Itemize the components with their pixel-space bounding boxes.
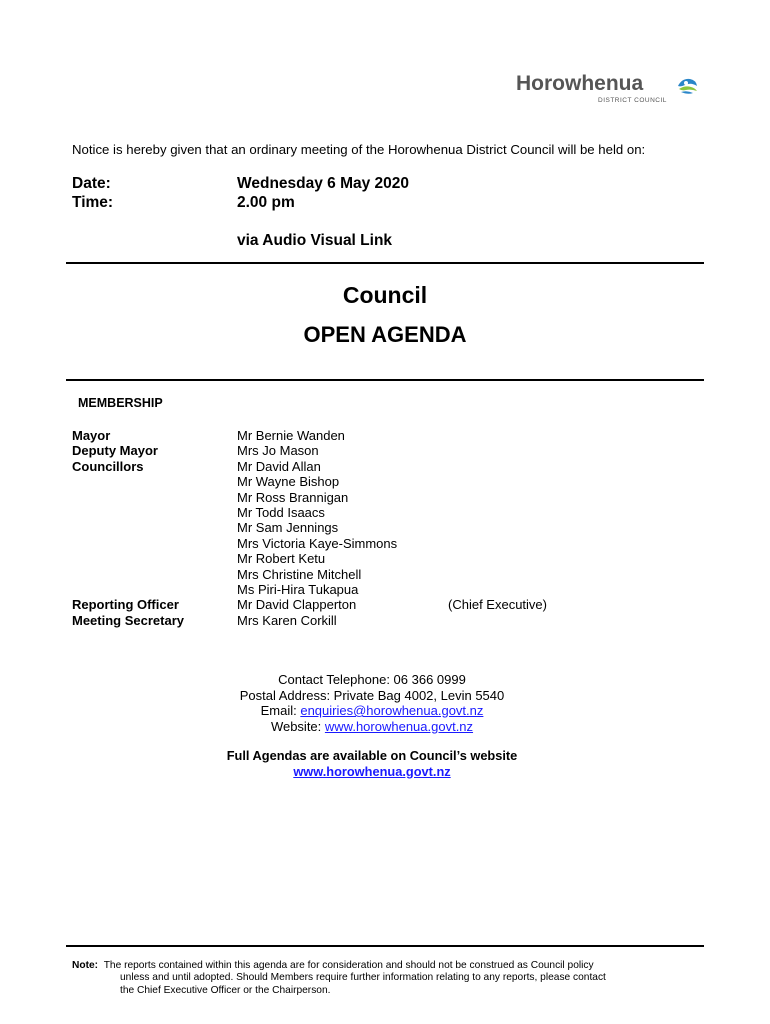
meeting-notice: Notice is hereby given that an ordinary meeting of the Horowhenua District Council will be held on:: [72, 142, 646, 157]
council-logo: [516, 72, 696, 106]
logo-subtitle: DISTRICT COUNCIL: [598, 97, 667, 104]
member-name: Mr David Clapperton: [237, 597, 357, 613]
note-label: Note:: [72, 960, 99, 971]
role-meeting-secretary: Meeting Secretary: [72, 612, 184, 628]
time-label: Time:: [72, 194, 114, 211]
member-name: Mr Sam Jennings: [237, 520, 339, 536]
document-subtitle: OPEN AGENDA: [303, 322, 467, 347]
member-name: Ms Piri-Hira Tukapua: [237, 581, 359, 597]
membership-roles: [72, 428, 184, 628]
time-value: 2.00 pm: [237, 194, 295, 211]
email-label: Email:: [260, 703, 301, 718]
website-link[interactable]: www.horowhenua.govt.nz: [324, 718, 474, 734]
membership-heading: MEMBERSHIP: [78, 396, 163, 410]
role-councillors: Councillors: [72, 458, 144, 474]
divider-top: [66, 262, 704, 264]
member-name: Mr Bernie Wanden: [237, 428, 345, 443]
divider-middle: [66, 379, 704, 381]
agenda-website-link[interactable]: www.horowhenua.govt.nz: [293, 763, 451, 779]
email-link[interactable]: enquiries@horowhenua.govt.nz: [300, 703, 484, 718]
member-name: Mrs Victoria Kaye-Simmons: [237, 535, 398, 551]
date-value: Wednesday 6 May 2020: [237, 175, 410, 192]
website-label: Website:: [270, 718, 325, 734]
footnote: [72, 960, 702, 997]
contact-website-row: [0, 719, 744, 735]
member-name: Mrs Christine Mitchell: [237, 566, 362, 582]
agenda-availability: [0, 748, 744, 779]
reporting-officer-note: (Chief Executive): [448, 597, 547, 612]
date-label: Date:: [72, 175, 111, 192]
role-blank: [72, 505, 184, 520]
member-name: Mr Wayne Bishop: [237, 474, 340, 490]
role-blank: [72, 551, 184, 566]
contact-telephone: Contact Telephone: 06 366 0999: [278, 672, 466, 687]
logo-mark-icon: [676, 74, 698, 96]
member-name: Mrs Karen Corkill: [237, 612, 337, 628]
note-line-2: unless and until adopted. Should Members require further information relating to any reports, please contact: [120, 972, 606, 984]
note-line-1: The reports contained within this agenda are for consideration and should not be construed as Council policy: [103, 960, 594, 971]
divider-bottom: [66, 945, 704, 947]
role-blank: [72, 582, 184, 597]
contact-block: [0, 672, 744, 734]
contact-postal: Postal Address: Private Bag 4002, Levin 5540: [239, 687, 505, 703]
role-deputy-mayor: Deputy Mayor: [72, 443, 158, 459]
role-blank: [72, 474, 184, 489]
contact-email-row: [0, 703, 744, 719]
member-name: Mr Robert Ketu: [237, 551, 326, 567]
note-line-3: the Chief Executive Officer or the Chairperson.: [120, 984, 331, 996]
member-name: Mr David Allan: [237, 458, 321, 474]
role-reporting-officer: Reporting Officer: [72, 597, 179, 613]
agenda-text: Full Agendas are available on Council’s website: [226, 748, 518, 763]
venue: via Audio Visual Link: [237, 232, 393, 249]
member-name: Mrs Jo Mason: [237, 443, 319, 459]
role-blank: [72, 536, 184, 551]
document-title: Council: [342, 282, 428, 308]
role-blank: [72, 567, 184, 582]
role-mayor: Mayor: [72, 428, 111, 443]
membership-names: [237, 428, 397, 628]
member-name: Mr Todd Isaacs: [237, 504, 325, 520]
role-blank: [72, 520, 184, 535]
role-blank: [72, 490, 184, 505]
logo-wordmark: Horowhenua: [516, 72, 644, 95]
member-name: Mr Ross Brannigan: [237, 489, 349, 505]
